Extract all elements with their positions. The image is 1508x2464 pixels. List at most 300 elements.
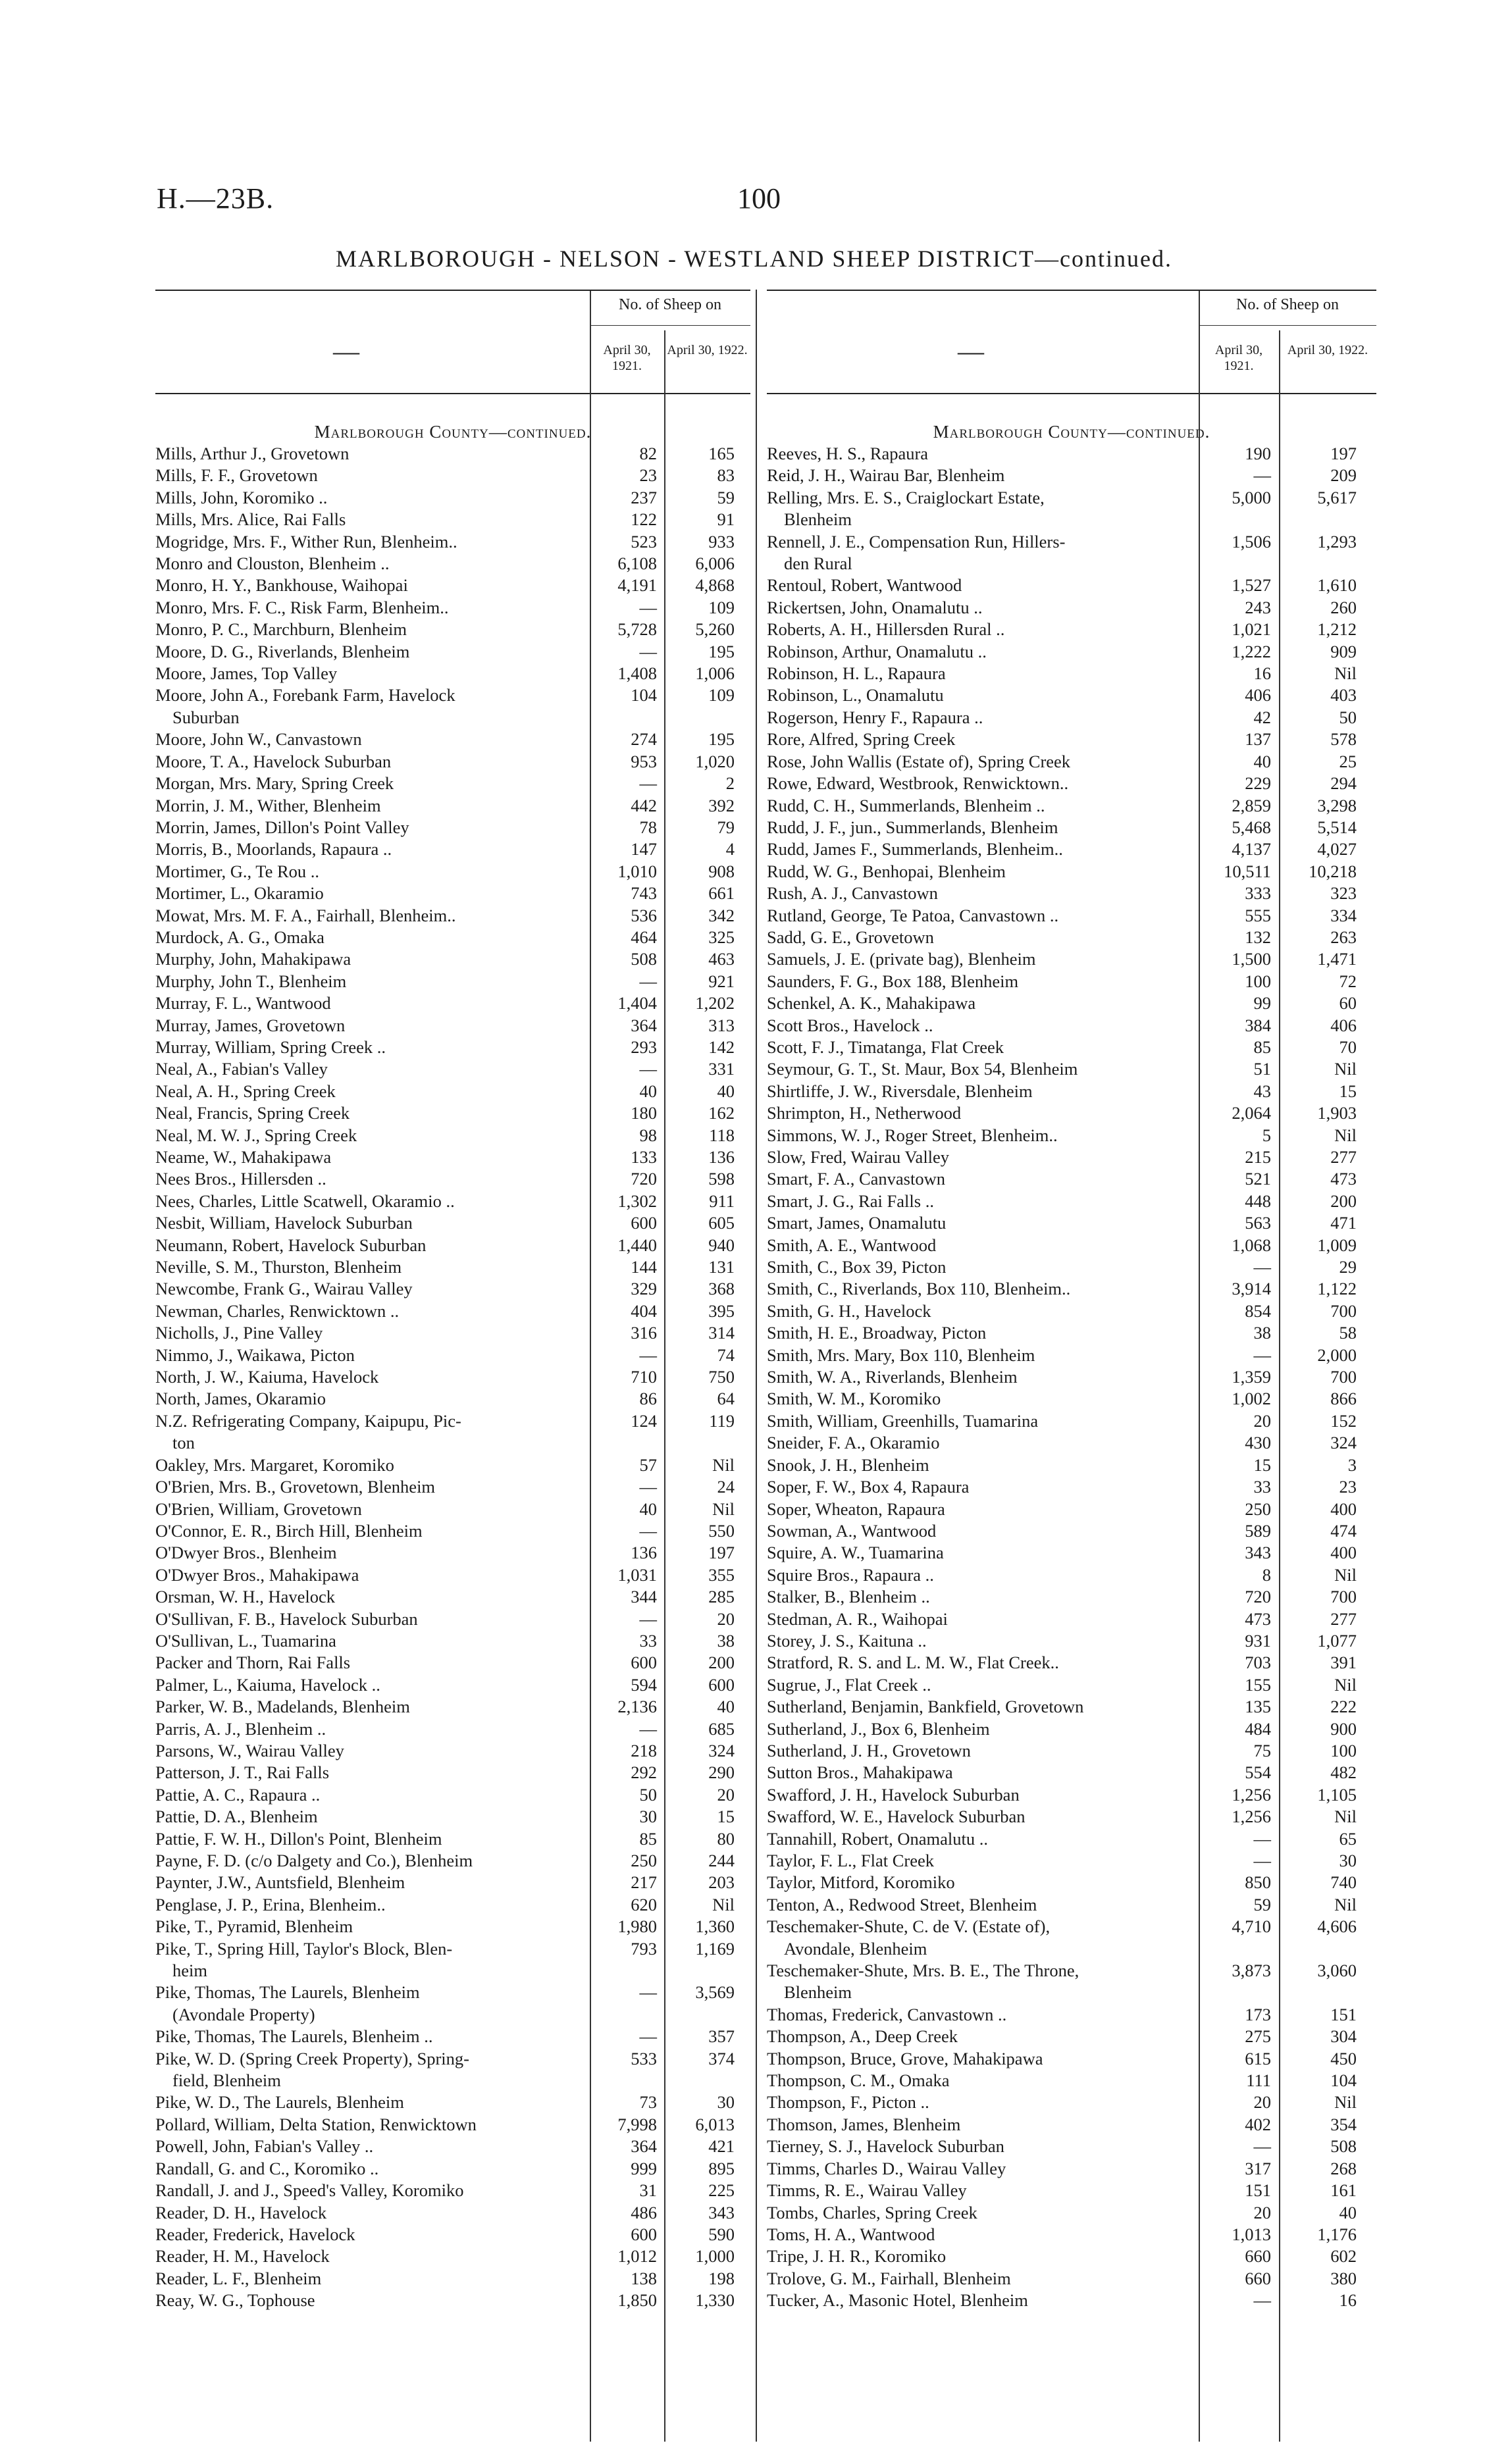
sheep-count-1922: 391 — [1330, 1653, 1357, 1673]
owner-name: Relling, Mrs. E. S., Craiglockart Estate, — [767, 487, 1045, 507]
owner-name: Newman, Charles, Renwicktown .. — [155, 1300, 400, 1321]
sheep-count-1922: 23 — [1339, 1477, 1357, 1497]
sheep-count-1922: 4,027 — [1317, 839, 1357, 860]
sheep-count-1921: 215 — [1245, 1147, 1271, 1167]
sheep-count-1922: Nil — [712, 1894, 735, 1914]
owner-name: Avondale, Blenheim — [784, 1938, 927, 1959]
owner-name: Mills, F. F., Grovetown — [155, 465, 318, 486]
owner-name: Saunders, F. G., Box 188, Blenheim — [767, 971, 1019, 991]
owner-name: Monro, P. C., Marchburn, Blenheim — [155, 619, 407, 640]
sheep-count-1922: 4 — [725, 839, 735, 860]
sheep-count-1921: 343 — [1245, 1543, 1271, 1563]
sheep-count-1921: 1,440 — [617, 1235, 657, 1255]
sheep-count-1921: 6,108 — [617, 553, 657, 574]
sheep-count-1921: 536 — [631, 905, 657, 925]
sheep-count-1921: — — [1253, 1257, 1271, 1277]
owner-name: Smith, W. A., Riverlands, Blenheim — [767, 1367, 1018, 1387]
sheep-count-1921: 98 — [639, 1125, 657, 1145]
sheep-count-1922: 2,000 — [1317, 1345, 1357, 1365]
table-row — [155, 1015, 750, 1037]
sheep-count-1921: 122 — [631, 509, 657, 530]
sheep-count-1922: 1,202 — [695, 993, 735, 1014]
sheep-count-1922: 392 — [708, 795, 735, 815]
table-row — [767, 1454, 1376, 1476]
owner-name: Timms, R. E., Wairau Valley — [767, 2180, 967, 2201]
table-row — [155, 1696, 750, 1718]
table-row — [767, 1081, 1376, 1102]
owner-name: Squire Bros., Rapaura .. — [767, 1564, 934, 1585]
table-row — [155, 1278, 750, 1300]
owner-name: Squire, A. W., Tuamarina — [767, 1543, 944, 1563]
sheep-count-1921: 85 — [1253, 1037, 1271, 1057]
sheep-count-1921: 40 — [1253, 751, 1271, 771]
owner-name: Morgan, Mrs. Mary, Spring Creek — [155, 773, 394, 794]
sheep-count-1921: 78 — [639, 817, 657, 837]
sheep-count-1922: 400 — [1330, 1543, 1357, 1563]
table-row — [767, 2180, 1376, 2201]
owner-name: Reader, H. M., Havelock — [155, 2246, 330, 2267]
table-row — [155, 795, 750, 817]
sheep-count-1921: 132 — [1245, 927, 1271, 947]
table-row — [155, 2268, 750, 2290]
sheep-count-1922: 225 — [708, 2180, 735, 2201]
table-row — [155, 1872, 750, 1893]
table-row — [767, 2246, 1376, 2267]
sheep-count-1922: 2 — [725, 773, 735, 794]
sheep-count-1921: 615 — [1245, 2048, 1271, 2068]
sheep-count-1921: 703 — [1245, 1653, 1271, 1673]
owner-name: Neal, M. W. J., Spring Creek — [155, 1125, 357, 1145]
sheep-count-1922: 59 — [717, 487, 735, 507]
sheep-count-1922: 463 — [708, 949, 735, 969]
sheep-count-1921: 5 — [1262, 1125, 1271, 1145]
owner-name: Trolove, G. M., Fairhall, Blenheim — [767, 2268, 1011, 2288]
table-row — [767, 509, 1376, 530]
owner-name: Sowman, A., Wantwood — [767, 1520, 937, 1541]
sheep-count-1921: 82 — [639, 444, 657, 463]
table-row — [767, 2026, 1376, 2047]
owner-name: Tombs, Charles, Spring Creek — [767, 2202, 977, 2222]
table-row — [155, 1674, 750, 1696]
owner-name: Neal, A. H., Spring Creek — [155, 1081, 336, 1101]
sheep-count-1922: 921 — [708, 971, 735, 991]
table-header-right — [767, 290, 1376, 394]
table-row — [155, 1146, 750, 1168]
sheep-count-1921: 8 — [1262, 1564, 1271, 1585]
table-row — [767, 575, 1376, 596]
owner-name: Newcombe, Frank G., Wairau Valley — [155, 1279, 413, 1299]
sheep-count-1922: Nil — [1334, 663, 1357, 684]
sheep-count-1922: 5,260 — [695, 619, 735, 640]
owner-name: Tierney, S. J., Havelock Suburban — [767, 2136, 1004, 2157]
owner-name: Rush, A. J., Canvastown — [767, 883, 938, 904]
owner-name: Teschemaker-Shute, Mrs. B. E., The Throne, — [767, 1961, 1079, 1981]
owner-name: Neal, A., Fabian's Valley — [155, 1059, 328, 1079]
sheep-count-1922: 357 — [708, 2026, 735, 2047]
owner-name: Stalker, B., Blenheim .. — [767, 1587, 930, 1607]
table-row — [155, 684, 750, 706]
table-row — [155, 1806, 750, 1828]
owner-name: Monro and Clouston, Blenheim .. — [155, 553, 390, 574]
table-row — [767, 2202, 1376, 2224]
table-row — [155, 883, 750, 904]
owner-name: Smart, J. G., Rai Falls .. — [767, 1191, 934, 1211]
owner-name: Robinson, Arthur, Onamalutu .. — [767, 641, 987, 661]
sheep-count-1922: 1,610 — [1317, 575, 1357, 596]
table-row — [767, 948, 1376, 970]
sheep-count-1922: 263 — [1330, 927, 1357, 947]
sheep-count-1921: 30 — [639, 1807, 657, 1827]
owner-name: Sutherland, J., Box 6, Blenheim — [767, 1718, 990, 1739]
sheep-count-1922: 590 — [708, 2224, 735, 2244]
sheep-count-1922: 136 — [708, 1147, 735, 1167]
sheep-count-1921: — — [1253, 465, 1271, 486]
sheep-count-1922: 1,006 — [695, 663, 735, 684]
table-row — [155, 1828, 750, 1850]
sheep-count-1921: 442 — [631, 795, 657, 815]
sheep-count-1921: 743 — [631, 883, 657, 904]
sheep-count-1921: — — [639, 1718, 657, 1739]
sheep-count-1921: 180 — [631, 1103, 657, 1123]
sheep-count-1922: 1,169 — [695, 1938, 735, 1959]
owner-name: Penglase, J. P., Erina, Blenheim.. — [155, 1894, 386, 1914]
sheep-count-1922: 4,606 — [1317, 1916, 1357, 1937]
sheep-count-1921: 2,136 — [617, 1697, 657, 1717]
sheep-count-1921: 3,873 — [1232, 1961, 1271, 1981]
sheep-count-1922: 119 — [709, 1410, 735, 1431]
sheep-count-1921: 1,222 — [1232, 641, 1271, 661]
sheep-count-1921: 554 — [1245, 1762, 1271, 1783]
sheep-count-1922: 1,360 — [695, 1916, 735, 1937]
owner-name: Blenheim — [784, 509, 852, 530]
owner-name: Pattie, F. W. H., Dillon's Point, Blenheim — [155, 1828, 442, 1849]
left-rows — [155, 443, 750, 2312]
owner-name: Pattie, A. C., Rapaura .. — [155, 1784, 321, 1805]
table-row — [155, 2048, 750, 2070]
table-row — [155, 1432, 750, 1454]
table-row — [767, 1125, 1376, 1146]
sheep-count-1921: 620 — [631, 1894, 657, 1914]
owner-name: Nicholls, J., Pine Valley — [155, 1323, 323, 1343]
owner-name: Storey, J. S., Kaituna .. — [767, 1630, 927, 1651]
sheep-count-1921: 1,980 — [617, 1916, 657, 1937]
owner-name: Rudd, James F., Summerlands, Blenheim.. — [767, 839, 1063, 860]
sheep-count-1921: 931 — [1245, 1630, 1271, 1651]
sheep-count-1921: 124 — [631, 1410, 657, 1431]
owner-name: Nesbit, William, Havelock Suburban — [155, 1213, 413, 1233]
sheep-count-1922: 40 — [717, 1697, 735, 1717]
owner-name: Smith, Mrs. Mary, Box 110, Blenheim — [767, 1345, 1035, 1365]
sheep-count-1922: 6,006 — [695, 553, 735, 574]
table-row — [155, 1191, 750, 1212]
table-row — [767, 795, 1376, 817]
table-row — [767, 1872, 1376, 1893]
table-row — [155, 2158, 750, 2180]
sheep-count-1921: 1,068 — [1232, 1235, 1271, 1255]
sheep-count-1921: 4,137 — [1232, 839, 1271, 860]
table-row — [155, 1125, 750, 1146]
table-row — [155, 1960, 750, 1982]
sheep-count-1921: 86 — [639, 1389, 657, 1409]
sheep-count-1921: 100 — [1245, 971, 1271, 991]
sheep-count-1922: 750 — [708, 1367, 735, 1387]
table-row — [767, 1696, 1376, 1718]
sheep-count-1922: 740 — [1330, 1872, 1357, 1893]
sheep-count-1921: 217 — [631, 1872, 657, 1893]
table-row — [767, 2290, 1376, 2311]
sheep-count-1922: 908 — [708, 861, 735, 881]
owner-name: Stratford, R. S. and L. M. W., Flat Creek.. — [767, 1653, 1059, 1673]
sheep-count-1921: 1,850 — [617, 2290, 657, 2311]
sheep-count-1921: 563 — [1245, 1213, 1271, 1233]
owner-name: Tripe, J. H. R., Koromiko — [767, 2246, 947, 2267]
owner-name: Teschemaker-Shute, C. de V. (Estate of), — [767, 1916, 1051, 1937]
sheep-count-1922: Nil — [712, 1499, 735, 1519]
sheep-count-1922: 313 — [708, 1015, 735, 1035]
sheep-count-1921: 854 — [1245, 1300, 1271, 1321]
sheep-count-1921: 329 — [631, 1279, 657, 1299]
owner-name: Reader, L. F., Blenheim — [155, 2268, 322, 2288]
owner-name: Suburban — [172, 707, 240, 727]
owner-name: Rudd, C. H., Summerlands, Blenheim .. — [767, 795, 1045, 815]
sheep-count-1922: 29 — [1339, 1257, 1357, 1277]
owner-name: Murray, William, Spring Creek .. — [155, 1037, 386, 1057]
sheep-count-1921: 250 — [1245, 1499, 1271, 1519]
header-dash: — — [333, 336, 359, 366]
sheep-count-1921: 2,064 — [1232, 1103, 1271, 1123]
table-row — [155, 641, 750, 663]
sheep-count-1922: 700 — [1330, 1367, 1357, 1387]
table-row — [767, 1235, 1376, 1256]
sheep-count-1921: 660 — [1245, 2268, 1271, 2288]
sheep-count-1921: — — [639, 971, 657, 991]
table-header-left — [155, 290, 750, 394]
table-row — [767, 1168, 1376, 1190]
table-row — [767, 1542, 1376, 1564]
owner-name: Pollard, William, Delta Station, Renwicktown — [155, 2114, 477, 2134]
sheep-count-1921: 953 — [631, 751, 657, 771]
owner-name: field, Blenheim — [172, 2070, 281, 2091]
sheep-count-1922: 3,569 — [695, 1982, 735, 2003]
sheep-count-1921: 151 — [1245, 2180, 1271, 2201]
sheep-count-1921: 1,527 — [1232, 575, 1271, 596]
sheep-count-1922: 421 — [708, 2136, 735, 2157]
owner-name: Nimmo, J., Waikawa, Picton — [155, 1345, 355, 1365]
table-row — [767, 1322, 1376, 1344]
sheep-count-1922: 209 — [1330, 465, 1357, 486]
sheep-count-1922: 200 — [708, 1653, 735, 1673]
owner-name: Neville, S. M., Thurston, Blenheim — [155, 1257, 402, 1277]
owner-name: Moore, John A., Forebank Farm, Havelock — [155, 685, 455, 706]
sheep-count-1922: 304 — [1330, 2026, 1357, 2047]
owner-name: Toms, H. A., Wantwood — [767, 2224, 935, 2244]
table-row — [155, 2070, 750, 2092]
owner-name: Neumann, Robert, Havelock Suburban — [155, 1235, 427, 1255]
sheep-count-1922: 314 — [708, 1323, 735, 1343]
sheep-count-1921: 600 — [631, 1213, 657, 1233]
right-rows — [767, 443, 1376, 2312]
owner-name: Rore, Alfred, Spring Creek — [767, 729, 956, 750]
page-number: 100 — [737, 182, 781, 215]
sheep-count-1922: 482 — [1330, 1762, 1357, 1783]
owner-name: Timms, Charles D., Wairau Valley — [767, 2158, 1006, 2178]
owner-name: Blenheim — [784, 1982, 852, 2003]
sheep-count-1921: — — [639, 1477, 657, 1497]
sheep-count-1921: 1,010 — [617, 861, 657, 881]
table-row — [767, 1278, 1376, 1300]
table-row — [767, 1432, 1376, 1454]
table-row — [767, 1037, 1376, 1058]
table-row — [155, 948, 750, 970]
sheep-count-1921: — — [639, 1520, 657, 1541]
sheep-count-1922: 72 — [1339, 971, 1357, 991]
sheep-count-1922: 200 — [1330, 1191, 1357, 1211]
table-row — [767, 838, 1376, 860]
sheep-count-1922: Nil — [1334, 1125, 1357, 1145]
sheep-count-1921: 3,914 — [1232, 1279, 1271, 1299]
sheep-count-1922: 1,122 — [1317, 1279, 1357, 1299]
table-row — [155, 1916, 750, 1938]
table-row — [767, 2224, 1376, 2246]
owner-name: Mills, Mrs. Alice, Rai Falls — [155, 509, 346, 530]
table-row — [767, 2136, 1376, 2157]
sheep-count-1922: 380 — [1330, 2268, 1357, 2288]
sheep-count-1922: 260 — [1330, 597, 1357, 617]
sheep-count-1922: 151 — [1330, 2004, 1357, 2024]
owner-name: Sugrue, J., Flat Creek .. — [767, 1674, 931, 1695]
sheep-count-1922: 700 — [1330, 1300, 1357, 1321]
sheep-count-1922: 866 — [1330, 1389, 1357, 1409]
table-row — [767, 531, 1376, 553]
table-row — [767, 1982, 1376, 2003]
owner-name: Nees Bros., Hillersden .. — [155, 1169, 326, 1189]
sheep-count-1921: 508 — [631, 949, 657, 969]
sheep-count-1921: — — [639, 1608, 657, 1629]
sheep-count-1921: 229 — [1245, 773, 1271, 794]
sheep-count-1921: 133 — [631, 1147, 657, 1167]
sheep-count-1922: 109 — [708, 685, 735, 706]
table-row — [767, 1256, 1376, 1278]
owner-name: O'Sullivan, L., Tuamarina — [155, 1630, 336, 1651]
sheep-count-1922: 20 — [717, 1608, 735, 1629]
sheep-count-1922: 277 — [1330, 1147, 1357, 1167]
sheep-count-1921: 33 — [639, 1630, 657, 1651]
sheep-count-1922: 474 — [1330, 1520, 1357, 1541]
sheep-count-1921: 4,710 — [1232, 1916, 1271, 1937]
sheep-count-1922: 30 — [1339, 1851, 1357, 1870]
sheep-count-1921: 5,000 — [1232, 487, 1271, 507]
table-row — [767, 1345, 1376, 1366]
owner-name: Smith, W. M., Koromiko — [767, 1389, 941, 1409]
owner-name: Parsons, W., Wairau Valley — [155, 1740, 344, 1760]
table-row — [767, 1630, 1376, 1652]
sheep-count-1921: 250 — [631, 1851, 657, 1870]
sheep-count-1921: 344 — [631, 1587, 657, 1607]
owner-name: Packer and Thorn, Rai Falls — [155, 1653, 351, 1673]
owner-name: Rowe, Edward, Westbrook, Renwicktown.. — [767, 773, 1069, 794]
owner-name: Smith, G. H., Havelock — [767, 1300, 931, 1321]
sheep-count-1922: 911 — [709, 1191, 735, 1211]
sheep-count-1922: 50 — [1339, 707, 1357, 727]
sheep-count-1921: 31 — [639, 2180, 657, 2201]
table-row — [767, 1784, 1376, 1806]
owner-name: Thompson, A., Deep Creek — [767, 2026, 958, 2047]
sheep-count-1922: 197 — [1330, 444, 1357, 463]
sheep-count-1921: 1,302 — [617, 1191, 657, 1211]
sheep-count-1922: 400 — [1330, 1499, 1357, 1519]
sheep-count-1921: 5,468 — [1232, 817, 1271, 837]
header-col-1922: April 30, 1922. — [667, 343, 748, 357]
owner-name: Paynter, J.W., Auntsfield, Blenheim — [155, 1872, 405, 1893]
sheep-count-1921: — — [639, 1345, 657, 1365]
owner-name: Moore, James, Top Valley — [155, 663, 338, 684]
sheep-count-1921: 16 — [1253, 663, 1271, 684]
sheep-count-1922: 598 — [708, 1169, 735, 1189]
sheep-count-1922: 65 — [1339, 1828, 1357, 1849]
sheep-count-1921: 364 — [631, 2136, 657, 2157]
owner-name: Pike, T., Pyramid, Blenheim — [155, 1916, 353, 1937]
owner-name: Pike, W. D., The Laurels, Blenheim — [155, 2092, 404, 2113]
sheep-count-1921: — — [639, 2026, 657, 2047]
table-row — [155, 905, 750, 927]
owner-name: Smith, A. E., Wantwood — [767, 1235, 937, 1255]
sheep-count-1922: 661 — [708, 883, 735, 904]
table-row — [767, 2048, 1376, 2070]
sheep-count-1922: 142 — [708, 1037, 735, 1057]
owner-name: Thompson, Bruce, Grove, Mahakipawa — [767, 2048, 1043, 2068]
table-row — [767, 1102, 1376, 1124]
owner-name: Snook, J. H., Blenheim — [767, 1454, 929, 1475]
sheep-count-1922: 342 — [708, 905, 735, 925]
table-row — [767, 817, 1376, 838]
owner-name: Randall, G. and C., Koromiko .. — [155, 2158, 379, 2178]
owner-name: Morrin, James, Dillon's Point Valley — [155, 817, 409, 837]
owner-name: Smith, C., Box 39, Picton — [767, 1257, 947, 1277]
table-row — [155, 992, 750, 1014]
table-row — [155, 2114, 750, 2136]
sheep-count-1922: 15 — [1339, 1081, 1357, 1101]
table-row — [155, 1630, 750, 1652]
header-dash: — — [958, 336, 984, 366]
owner-name: Murray, James, Grovetown — [155, 1015, 346, 1035]
sheep-count-1921: 15 — [1253, 1454, 1271, 1475]
sheep-count-1922: 109 — [708, 597, 735, 617]
sheep-count-1921: 20 — [1253, 2202, 1271, 2222]
sheep-count-1921: — — [639, 1059, 657, 1079]
owner-name: Pattie, D. A., Blenheim — [155, 1807, 318, 1827]
table-row — [767, 1520, 1376, 1542]
table-row — [155, 465, 750, 486]
sheep-count-1922: 578 — [1330, 729, 1357, 750]
sheep-count-1922: 104 — [1330, 2070, 1357, 2091]
table-row — [767, 1058, 1376, 1080]
sheep-count-1922: 895 — [708, 2158, 735, 2178]
table-row — [155, 2004, 750, 2026]
owner-name: (Avondale Property) — [172, 2004, 315, 2024]
sheep-count-1922: 1,105 — [1317, 1784, 1357, 1805]
sheep-count-1922: 1,077 — [1317, 1630, 1357, 1651]
sheep-count-1921: 190 — [1245, 444, 1271, 463]
table-row — [767, 1476, 1376, 1498]
sheep-count-1922: 602 — [1330, 2246, 1357, 2267]
table-row — [155, 1652, 750, 1674]
sheep-count-1921: 850 — [1245, 1872, 1271, 1893]
owner-name: Taylor, Mitford, Koromiko — [767, 1872, 955, 1893]
sheep-count-1922: 244 — [708, 1851, 735, 1870]
owner-name: Reader, D. H., Havelock — [155, 2202, 327, 2222]
owner-name: Tannahill, Robert, Onamalutu .. — [767, 1828, 988, 1849]
sheep-count-1922: 323 — [1330, 883, 1357, 904]
